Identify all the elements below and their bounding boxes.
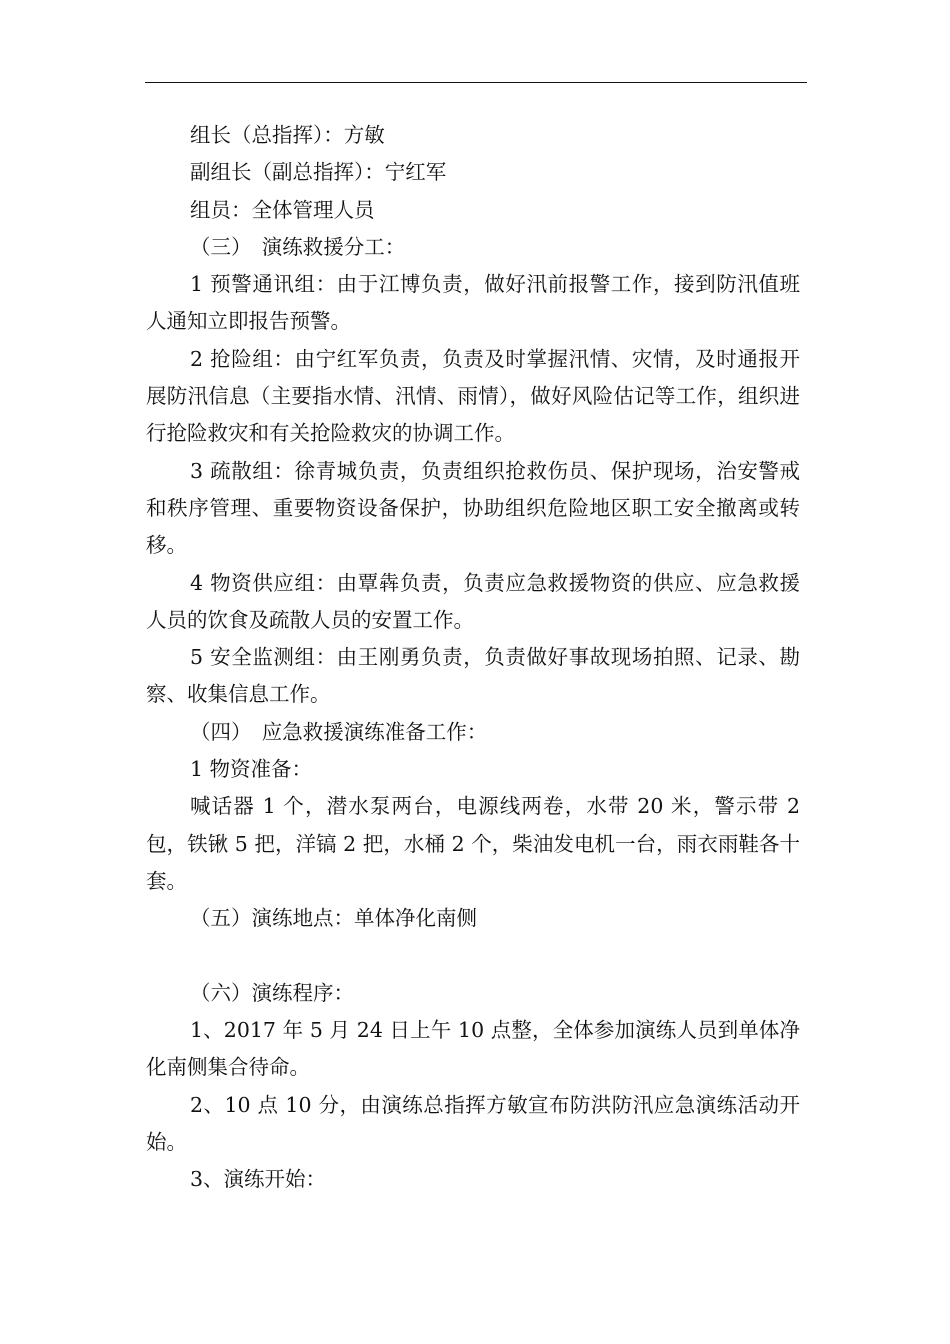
blank-line <box>146 938 800 975</box>
procedure-step-1: 1、2017 年 5 月 24 日上午 10 点整，全体参加演练人员到单体净化南侧集合待命。 <box>146 1018 800 1080</box>
paragraph-supply-group: 4 物资供应组：由覃犇负责，负责应急救援物资的供应、应急救援人员的饮食及疏散人员的安置工作。 <box>146 570 800 632</box>
materials-list: 喊话器 1 个，潜水泵两台，电源线两卷，水带 20 米，警示带 2 包，铁锹 5 把，洋镐 2 把，水桶 2 个，柴油发电机一台，雨衣雨鞋各十套。 <box>146 794 800 893</box>
leader-line: 组长（总指挥）：方敏 <box>190 123 385 147</box>
section-heading-5: （五）演练地点：单体净化南侧 <box>190 906 477 931</box>
paragraph-warning-group: 1 预警通讯组：由于江博负责，做好汛前报警工作，接到防汛值班人通知立即报告预警。 <box>146 272 800 334</box>
paragraph-monitoring-group: 5 安全监测组：由王刚勇负责，负责做好事故现场拍照、记录、勘察、收集信息工作。 <box>146 645 800 707</box>
section-heading-3: （三） 演练救援分工： <box>190 234 406 259</box>
members-line: 组员：全体管理人员 <box>190 197 375 222</box>
header-rule <box>145 82 807 83</box>
deputy-leader-line: 副组长（副总指挥）：宁红军 <box>190 160 447 185</box>
materials-heading: 1 物资准备： <box>190 757 313 782</box>
section-heading-6: （六）演练程序： <box>190 980 354 1005</box>
procedure-step-3: 3、演练开始： <box>190 1167 327 1192</box>
section-heading-4: （四） 应急救援演练准备工作： <box>190 719 488 744</box>
document-body <box>146 117 800 1199</box>
paragraph-rescue-group: 2 抢险组：由宁红军负责，负责及时掌握汛情、灾情，及时通报开展防汛信息（主要指水情、汛情、雨情），做好风险估记等工作，组织进行抢险救灾和有关抢险救灾的协调工作。 <box>146 346 800 446</box>
paragraph-evacuation-group: 3 疏散组：徐青城负责，负责组织抢救伤员、保护现场，治安警戒和秩序管理、重要物资设备保护，协助组织危险地区职工安全撤离或转移。 <box>146 458 800 558</box>
procedure-step-2: 2、10 点 10 分，由演练总指挥方敏宣布防洪防汛应急演练活动开始。 <box>146 1092 800 1155</box>
